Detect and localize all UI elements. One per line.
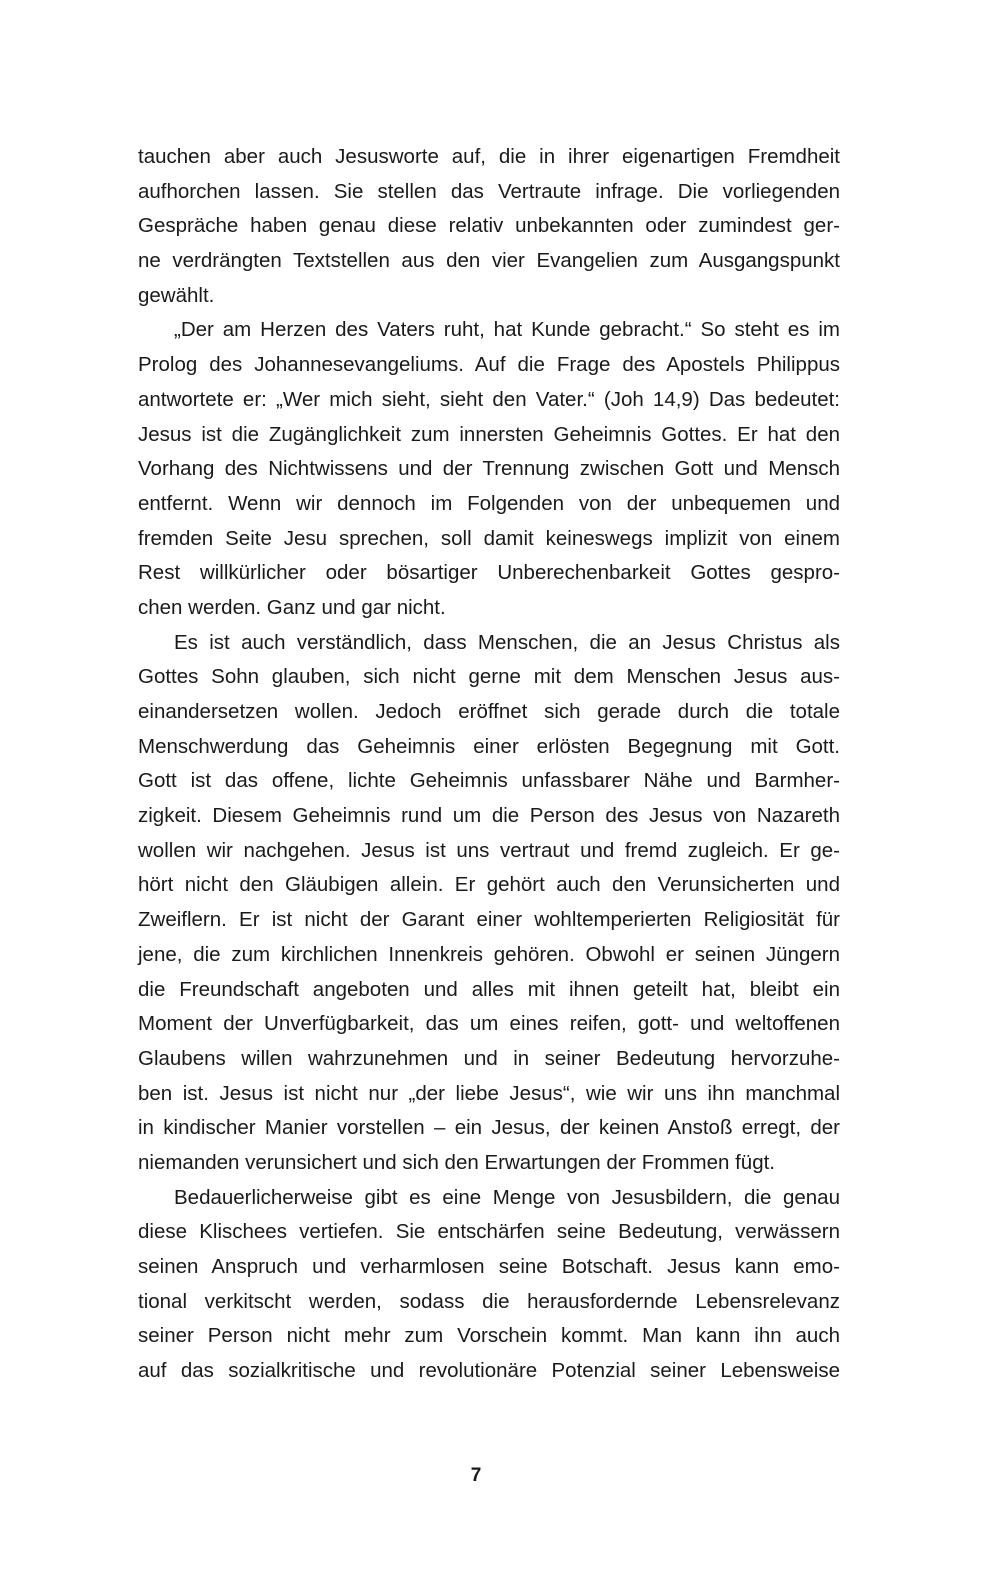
text-line: zigkeit. Diesem Geheimnis rund um die Person des Jesus von Nazareth <box>138 804 840 828</box>
text-line: hört nicht den Gläubigen allein. Er gehört auch den Verunsicherten und <box>138 873 840 897</box>
paragraph-first-line: „Der am Herzen des Vaters ruht, hat Kunde gebracht.“ So steht es im <box>174 318 840 342</box>
text-line: Rest willkürlicher oder bösartiger Unberechenbarkeit Gottes gespro- <box>138 561 840 585</box>
text-line: Prolog des Johannesevangeliums. Auf die Frage des Apostels Philippus <box>138 353 840 377</box>
text-line: ne verdrängten Textstellen aus den vier Evangelien zum Ausgangspunkt <box>138 249 840 273</box>
text-line: entfernt. Wenn wir dennoch im Folgenden von der unbequemen und <box>138 491 840 515</box>
text-line: niemanden verunsichert und sich den Erwartungen der Frommen fügt. <box>138 1150 775 1174</box>
text-line: Gottes Sohn glauben, sich nicht gerne mit dem Menschen Jesus aus- <box>138 665 840 689</box>
text-line: in kindischer Manier vorstellen – ein Jesus, der keinen Anstoß erregt, der <box>138 1116 840 1140</box>
text-line: jene, die zum kirchlichen Innenkreis gehören. Obwohl er seinen Jüngern <box>138 942 840 966</box>
text-line: Gott ist das offene, lichte Geheimnis unfassbarer Nähe und Barmher- <box>138 769 840 793</box>
text-line: Jesus ist die Zugänglichkeit zum innersten Geheimnis Gottes. Er hat den <box>138 422 840 446</box>
text-line: Vorhang des Nichtwissens und der Trennung zwischen Gott und Mensch <box>138 457 840 481</box>
text-line: Menschwerdung das Geheimnis einer erlösten Begegnung mit Gott. <box>138 734 840 758</box>
text-line: Glaubens willen wahrzunehmen und in seiner Bedeutung hervorzuhe- <box>138 1046 840 1070</box>
text-line: die Freundschaft angeboten und alles mit ihnen geteilt hat, bleibt ein <box>138 977 840 1001</box>
text-line: Zweiflern. Er ist nicht der Garant einer wohltemperierten Religiosität für <box>138 908 840 932</box>
text-line: tauchen aber auch Jesusworte auf, die in ihrer eigenartigen Fremdheit <box>138 145 840 168</box>
paragraph-first-line: Es ist auch verständlich, dass Menschen, die an Jesus Christus als <box>174 630 840 654</box>
paragraph-first-line: Bedauerlicherweise gibt es eine Menge von Jesusbildern, die genau <box>174 1185 840 1209</box>
body-text <box>138 140 840 1389</box>
text-line: fremden Seite Jesu sprechen, soll damit keineswegs implizit von einem <box>138 526 840 550</box>
text-line: tional verkitscht werden, sodass die herausfordernde Lebensrelevanz <box>138 1289 840 1313</box>
text-line: seiner Person nicht mehr zum Vorschein kommt. Man kann ihn auch <box>138 1324 840 1348</box>
text-line: Gespräche haben genau diese relativ unbekannten oder zumindest ger- <box>138 214 840 238</box>
text-line: seinen Anspruch und verharmlosen seine Botschaft. Jesus kann emo- <box>138 1255 840 1278</box>
text-line: aufhorchen lassen. Sie stellen das Vertraute infrage. Die vorliegenden <box>138 179 840 203</box>
text-line: diese Klischees vertiefen. Sie entschärfen seine Bedeutung, verwässern <box>138 1220 840 1244</box>
text-line: ben ist. Jesus ist nicht nur „der liebe Jesus“, wie wir uns ihn manchmal <box>138 1081 840 1105</box>
text-line: Moment der Unverfügbarkeit, das um eines reifen, gott- und weltoffenen <box>138 1012 840 1036</box>
text-line: einandersetzen wollen. Jedoch eröffnet sich gerade durch die totale <box>138 700 840 723</box>
text-line: gewählt. <box>138 283 215 307</box>
text-line: antwortete er: „Wer mich sieht, sieht den Vater.“ (Joh 14,9) Das bedeutet: <box>138 387 840 411</box>
text-line: auf das sozialkritische und revolutionäre Potenzial seiner Lebensweise <box>138 1359 840 1383</box>
text-line: chen werden. Ganz und gar nicht. <box>138 595 446 619</box>
page-number: 7 <box>470 1465 482 1486</box>
text-line: wollen wir nachgehen. Jesus ist uns vertraut und fremd zugleich. Er ge- <box>138 838 840 862</box>
